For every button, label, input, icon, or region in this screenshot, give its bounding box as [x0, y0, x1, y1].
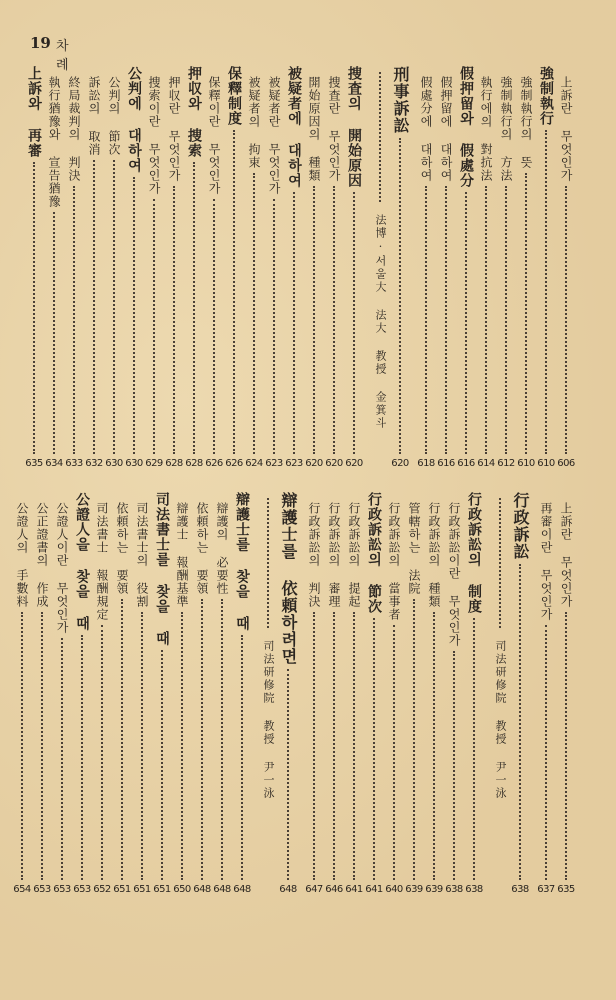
toc-page-number: 648: [279, 884, 297, 895]
toc-page-number: 626: [205, 458, 223, 469]
toc-page-number: 638: [465, 884, 483, 895]
toc-entry-title: 上訴와 再審: [26, 66, 42, 158]
toc-entry: [456, 66, 476, 470]
dot-leader: [233, 130, 235, 454]
toc-page-number: 638: [445, 884, 463, 895]
toc-page-number: 620: [345, 458, 363, 469]
toc-entry-title: 捜索이란 무엇인가: [147, 76, 161, 195]
toc-entry: [490, 492, 510, 896]
dot-leader: [293, 192, 295, 454]
toc-entry-title: 公正證書의 作成: [35, 502, 49, 608]
toc-author: 司法研修院 教授 尹一泳: [494, 640, 507, 800]
toc-page-number: 646: [325, 884, 343, 895]
toc-entry: [370, 66, 390, 470]
toc-entry-title: 依頼하는 要領: [195, 502, 209, 595]
column-spacer: [298, 492, 304, 896]
toc-entry: [112, 492, 132, 896]
toc-page-number: 633: [65, 458, 83, 469]
toc-entry: [556, 66, 576, 470]
dot-leader: [425, 186, 427, 454]
toc-entry-title: 假處分에 대하여: [419, 76, 433, 182]
toc-page-number: 632: [85, 458, 103, 469]
toc-entry: [232, 492, 252, 896]
toc-page-number: 623: [265, 458, 283, 469]
toc-entry-title: 訴訟의 取消: [87, 76, 101, 156]
toc-entry-title: 假押留에 대하여: [439, 76, 453, 182]
dot-leader: [213, 199, 215, 454]
dot-leader: [353, 192, 355, 454]
toc-page-number: 629: [145, 458, 163, 469]
dot-leader: [473, 618, 475, 880]
toc-entry-title: 上訴란 무엇인가: [559, 76, 573, 182]
toc-page-number: 638: [511, 884, 529, 895]
toc-section-title: 行政訴訟: [511, 492, 530, 560]
dot-leader: [453, 651, 455, 880]
toc-entry: [224, 66, 244, 470]
dot-leader: [485, 186, 487, 454]
dot-leader: [433, 612, 435, 880]
toc-entry: [52, 492, 72, 896]
dot-leader: [565, 612, 567, 880]
toc-entry: [324, 66, 344, 470]
toc-page-number: 630: [125, 458, 143, 469]
dot-leader: [267, 498, 269, 628]
dot-leader: [73, 186, 75, 454]
dot-leader: [121, 599, 123, 880]
dot-leader: [465, 192, 467, 454]
dot-leader: [313, 612, 315, 880]
toc-page-number: 651: [113, 884, 131, 895]
column-spacer: [530, 492, 536, 896]
toc-entry: [556, 492, 576, 896]
toc-entry: [404, 492, 424, 896]
toc-entry: [104, 66, 124, 470]
toc-entry-title: 行政訴訟의 當事者: [387, 502, 401, 621]
toc-entry: [324, 492, 344, 896]
toc-entry-title: 上訴란 무엇인가: [559, 502, 573, 608]
toc-entry: [132, 492, 152, 896]
toc-entry: [192, 492, 212, 896]
toc-entry-title: 公證人이란 무엇인가: [55, 502, 69, 634]
toc-page-number: 654: [13, 884, 31, 895]
dot-leader: [413, 599, 415, 880]
column-spacer: [484, 492, 490, 896]
toc-page-number: 616: [437, 458, 455, 469]
toc-entry: [444, 492, 464, 896]
toc-entry: [364, 492, 384, 896]
toc-page-number: 628: [165, 458, 183, 469]
toc-entry-title: 保釋이란 무엇인가: [207, 76, 221, 195]
dot-leader: [161, 650, 163, 880]
toc-entry: [64, 66, 84, 470]
dot-leader: [133, 177, 135, 454]
toc-entry: [164, 66, 184, 470]
toc-entry: [204, 66, 224, 470]
toc-entry-title: 再審이란 무엇인가: [539, 502, 553, 621]
toc-page-number: 652: [93, 884, 111, 895]
dot-leader: [81, 635, 83, 880]
toc-entry: [184, 66, 204, 470]
toc-page-number: 653: [53, 884, 71, 895]
dot-leader: [505, 186, 507, 454]
toc-entry: [436, 66, 456, 470]
dot-leader: [499, 498, 501, 628]
toc-page-number: 616: [457, 458, 475, 469]
toc-page-number: 648: [193, 884, 211, 895]
toc-entry-title: 強制執行의 方法: [499, 76, 513, 182]
toc-entry-title: 公證人의 手數料: [15, 502, 29, 608]
toc-entry-title: 強制執行의 뜻: [519, 76, 533, 169]
toc-page-number: 640: [385, 884, 403, 895]
toc-page-number: 651: [153, 884, 171, 895]
toc-entry: [32, 492, 52, 896]
toc-entry-title: 假押留와 假處分: [458, 66, 474, 188]
toc-entry: [284, 66, 304, 470]
dot-leader: [181, 612, 183, 880]
toc-entry: [304, 492, 324, 896]
toc-entry-title: 行政訴訟의 節次: [366, 492, 382, 614]
page-label: 차 례: [56, 39, 71, 73]
dot-leader: [353, 612, 355, 880]
toc-page-number: 612: [497, 458, 515, 469]
dot-leader: [333, 612, 335, 880]
toc-entry: [424, 492, 444, 896]
dot-leader: [253, 173, 255, 454]
toc-page-number: 620: [325, 458, 343, 469]
toc-page-number: 630: [105, 458, 123, 469]
dot-leader: [519, 564, 521, 880]
toc-section-title: 刑事訴訟: [391, 66, 410, 134]
dot-leader: [287, 669, 289, 880]
toc-page-number: 620: [391, 458, 409, 469]
toc-page-number: 628: [185, 458, 203, 469]
toc-entry: [84, 66, 104, 470]
dot-leader: [193, 162, 195, 454]
toc-entry-title: 終局裁判의 判決: [67, 76, 81, 182]
toc-entry-title: 捜査란 무엇인가: [327, 76, 341, 182]
toc-entry: [496, 66, 516, 470]
toc-entry: [476, 66, 496, 470]
dot-leader: [273, 199, 275, 454]
dot-leader: [33, 162, 35, 454]
toc-page-number: 610: [517, 458, 535, 469]
dot-leader: [379, 72, 381, 202]
toc-entry-title: 行政訴訟의 制度: [466, 492, 482, 614]
dot-leader: [141, 612, 143, 880]
dot-leader: [373, 618, 375, 880]
toc-entry-title: 公判에 대하여: [126, 66, 142, 173]
toc-entry: [212, 492, 232, 896]
toc-entry: [304, 66, 324, 470]
toc-page-number: 641: [345, 884, 363, 895]
toc-author: 司法研修院 教授 尹一泳: [262, 640, 275, 800]
column-spacer: [410, 66, 416, 470]
dot-leader: [41, 612, 43, 880]
toc-entry: [24, 66, 44, 470]
toc-entry: [44, 66, 64, 470]
toc-entry-title: 辯護士를 찾을 때: [234, 492, 250, 631]
toc-entry-title: 執行에의 對抗法: [479, 76, 493, 182]
toc-entry-title: 押収란 무엇인가: [167, 76, 181, 182]
toc-entry: [144, 66, 164, 470]
toc-page-number: 614: [477, 458, 495, 469]
toc-entry-title: 司法書士 報酬規定: [95, 502, 109, 621]
column-spacer: [252, 492, 258, 896]
toc-page-number: 637: [537, 884, 555, 895]
toc-entry-title: 保釋制度: [226, 66, 242, 126]
dot-leader: [173, 186, 175, 454]
toc-entry-title: 行政訴訟이란 무엇인가: [447, 502, 461, 647]
dot-leader: [445, 186, 447, 454]
dot-leader: [101, 625, 103, 880]
toc-page-number: 635: [557, 884, 575, 895]
toc-entry: [72, 492, 92, 896]
toc-entry-title: 司法書士의 役割: [135, 502, 149, 608]
column-spacer: [364, 66, 370, 470]
toc-entry-title: 行政訴訟의 判決: [307, 502, 321, 608]
dot-leader: [21, 612, 23, 880]
toc-author: 法博·서울大 法大 教授 金箕斗: [374, 214, 387, 430]
toc-page-number: 624: [245, 458, 263, 469]
toc-bottom-block: [12, 492, 576, 896]
dot-leader: [393, 625, 395, 880]
toc-entry: [152, 492, 172, 896]
dot-leader: [565, 186, 567, 454]
toc-entry: [258, 492, 278, 896]
toc-entry: [344, 492, 364, 896]
toc-page-number: 653: [73, 884, 91, 895]
toc-page-number: 635: [25, 458, 43, 469]
toc-entry-title: 被疑者란 무엇인가: [267, 76, 281, 195]
toc-entry: [536, 492, 556, 896]
toc-entry-title: 司法書士를 찾을 때: [154, 492, 170, 646]
toc-entry: [510, 492, 530, 896]
toc-entry: [536, 66, 556, 470]
toc-entry: [244, 66, 264, 470]
toc-entry: [384, 492, 404, 896]
toc-entry-title: 被疑者에 대하여: [286, 66, 302, 188]
toc-entry-title: 強制執行: [538, 66, 554, 126]
toc-page-number: 641: [365, 884, 383, 895]
dot-leader: [333, 186, 335, 454]
toc-entry: [416, 66, 436, 470]
dot-leader: [525, 173, 527, 454]
toc-page-number: 618: [417, 458, 435, 469]
toc-entry-title: 公判의 節次: [107, 76, 121, 156]
toc-page-number: 648: [233, 884, 251, 895]
toc-entry: [516, 66, 536, 470]
dot-leader: [93, 160, 95, 454]
toc-entry: [12, 492, 32, 896]
toc-entry-title: 依頼하는 要領: [115, 502, 129, 595]
toc-entry-title: 開始原因의 種類: [307, 76, 321, 182]
toc-page-number: 639: [405, 884, 423, 895]
toc-entry-title: 行政訴訟의 審理: [327, 502, 341, 608]
toc-page-number: 620: [305, 458, 323, 469]
toc-page-number: 648: [213, 884, 231, 895]
toc-entry: [92, 492, 112, 896]
toc-page-number: 626: [225, 458, 243, 469]
toc-entry: [264, 66, 284, 470]
dot-leader: [61, 638, 63, 880]
toc-entry-title: 捜査의 開始原因: [346, 66, 362, 188]
toc-page-number: 651: [133, 884, 151, 895]
toc-page-number: 647: [305, 884, 323, 895]
toc-entry: [390, 66, 410, 470]
toc-page-number: 653: [33, 884, 51, 895]
dot-leader: [221, 599, 223, 880]
dot-leader: [399, 138, 401, 454]
toc-entry-title: 公證人을 찾을 때: [74, 492, 90, 631]
dot-leader: [545, 625, 547, 880]
toc-entry: [278, 492, 298, 896]
toc-top-block: [24, 66, 576, 470]
toc-page-number: 639: [425, 884, 443, 895]
toc-entry-title: 行政訴訟의 種類: [427, 502, 441, 608]
page-number: 19: [30, 34, 51, 52]
dot-leader: [201, 599, 203, 880]
toc-entry-title: 被疑者의 拘束: [247, 76, 261, 169]
dot-leader: [113, 160, 115, 454]
toc-page-number: 650: [173, 884, 191, 895]
toc-page-number: 634: [45, 458, 63, 469]
toc-page-number: 623: [285, 458, 303, 469]
toc-entry-title: 押収와 捜索: [186, 66, 202, 158]
dot-leader: [153, 199, 155, 454]
dot-leader: [53, 212, 55, 454]
toc-entry-title: 行政訴訟의 提起: [347, 502, 361, 608]
dot-leader: [545, 130, 547, 454]
toc-entry-title: 管轄하는 法院: [407, 502, 421, 595]
toc-page-number: 606: [557, 458, 575, 469]
toc-entry-title: 執行猶豫와 宣告猶豫: [47, 76, 61, 208]
toc-entry-title: 辯護의 必要性: [215, 502, 229, 595]
toc-entry: [172, 492, 192, 896]
dot-leader: [313, 186, 315, 454]
dot-leader: [241, 635, 243, 880]
toc-entry: [344, 66, 364, 470]
toc-entry: [464, 492, 484, 896]
toc-entry: [124, 66, 144, 470]
toc-section-title: 辯護士를 依頼하려면: [279, 492, 298, 665]
toc-page-number: 610: [537, 458, 555, 469]
toc-entry-title: 辯護士 報酬基準: [175, 502, 189, 608]
